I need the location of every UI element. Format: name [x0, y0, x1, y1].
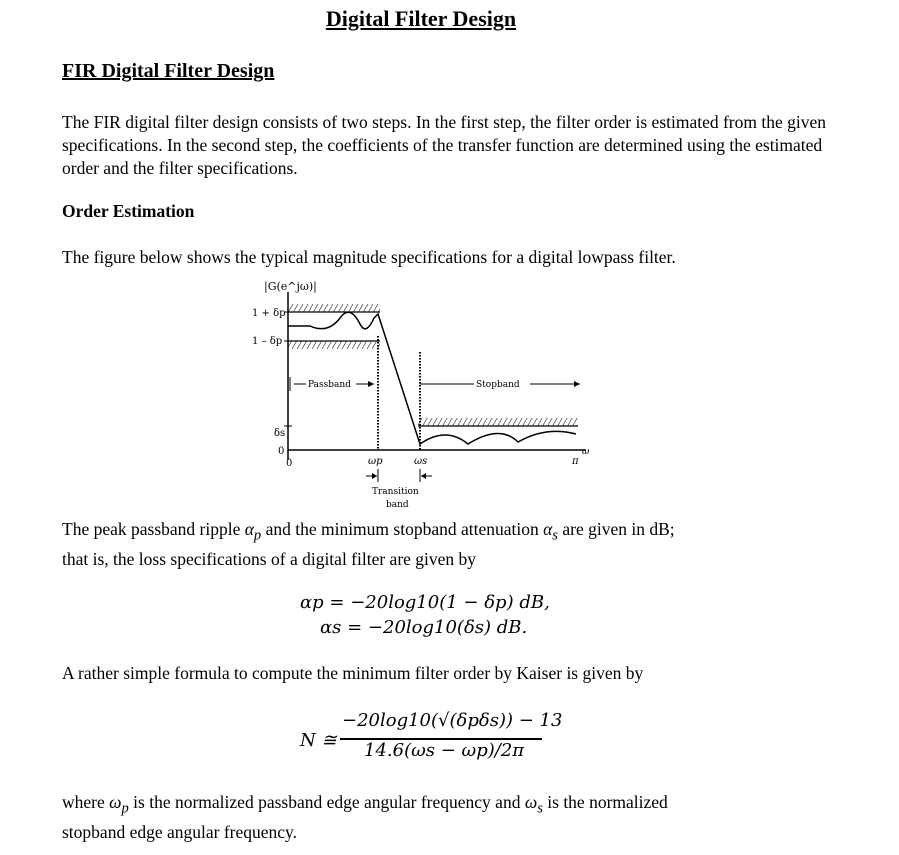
label-wp: ωp — [368, 456, 383, 467]
y-axis-label: |G(e^jω)| — [264, 280, 317, 293]
lowpass-spec-figure — [250, 274, 590, 514]
order-estimation-heading: Order Estimation — [62, 201, 195, 221]
kaiser-intro: A rather simple formula to compute the minimum filter order by Kaiser is given by — [62, 663, 644, 683]
passband-upper-hatch — [288, 304, 380, 312]
equation-alpha-s: αs = −20log10(δs) dB. — [320, 617, 528, 638]
intro-paragraph: The FIR digital filter design consists of two steps. In the first step, the filter order is estimated from the given specifications. In the second step, the coefficients of the transfer function are determined using the estimated order and the filter specifications. — [62, 112, 827, 178]
kaiser-lhs: N ≅ — [300, 730, 337, 751]
label-pi: π — [572, 456, 579, 467]
page-title: Digital Filter Design — [325, 6, 517, 31]
equation-alpha-p: αp = −20log10(1 − δp) dB, — [300, 592, 550, 613]
ripple-paragraph: The peak passband ripple $\alpha_p$ and the minimum stopband attenuation $\alpha_s$ are given in dB; that is, the loss specifications of a digital filter are given by — [62, 519, 675, 569]
label-transition: Transition — [372, 487, 419, 497]
label-stopband: Stopband — [476, 380, 520, 390]
label-ds: δs — [274, 428, 286, 439]
label-zero-x: 0 — [286, 458, 293, 469]
stopband-hatch — [418, 418, 578, 426]
label-ws: ωs — [414, 456, 428, 467]
label-upper: 1 + δp — [252, 308, 286, 319]
label-band: band — [386, 500, 409, 510]
figure-intro-paragraph: The figure below shows the typical magnitude specifications for a digital lowpass filter. — [62, 247, 676, 267]
label-passband: Passband — [308, 380, 351, 390]
kaiser-numerator: −20log10(√(δpδs)) − 13 — [342, 710, 563, 731]
kaiser-denominator: 14.6(ωs − ωp)/2π — [364, 740, 525, 761]
label-zero-y: 0 — [278, 446, 285, 457]
closing-paragraph: where $\omega_p$ is the normalized passband edge angular frequency and $\omega_s$ is the normalized stopband edge angular frequency. — [62, 792, 668, 842]
section-heading: FIR Digital Filter Design — [62, 60, 275, 82]
label-inf: ω — [582, 447, 590, 457]
passband-lower-hatch — [288, 341, 380, 349]
label-lower: 1 – δp — [252, 336, 283, 347]
